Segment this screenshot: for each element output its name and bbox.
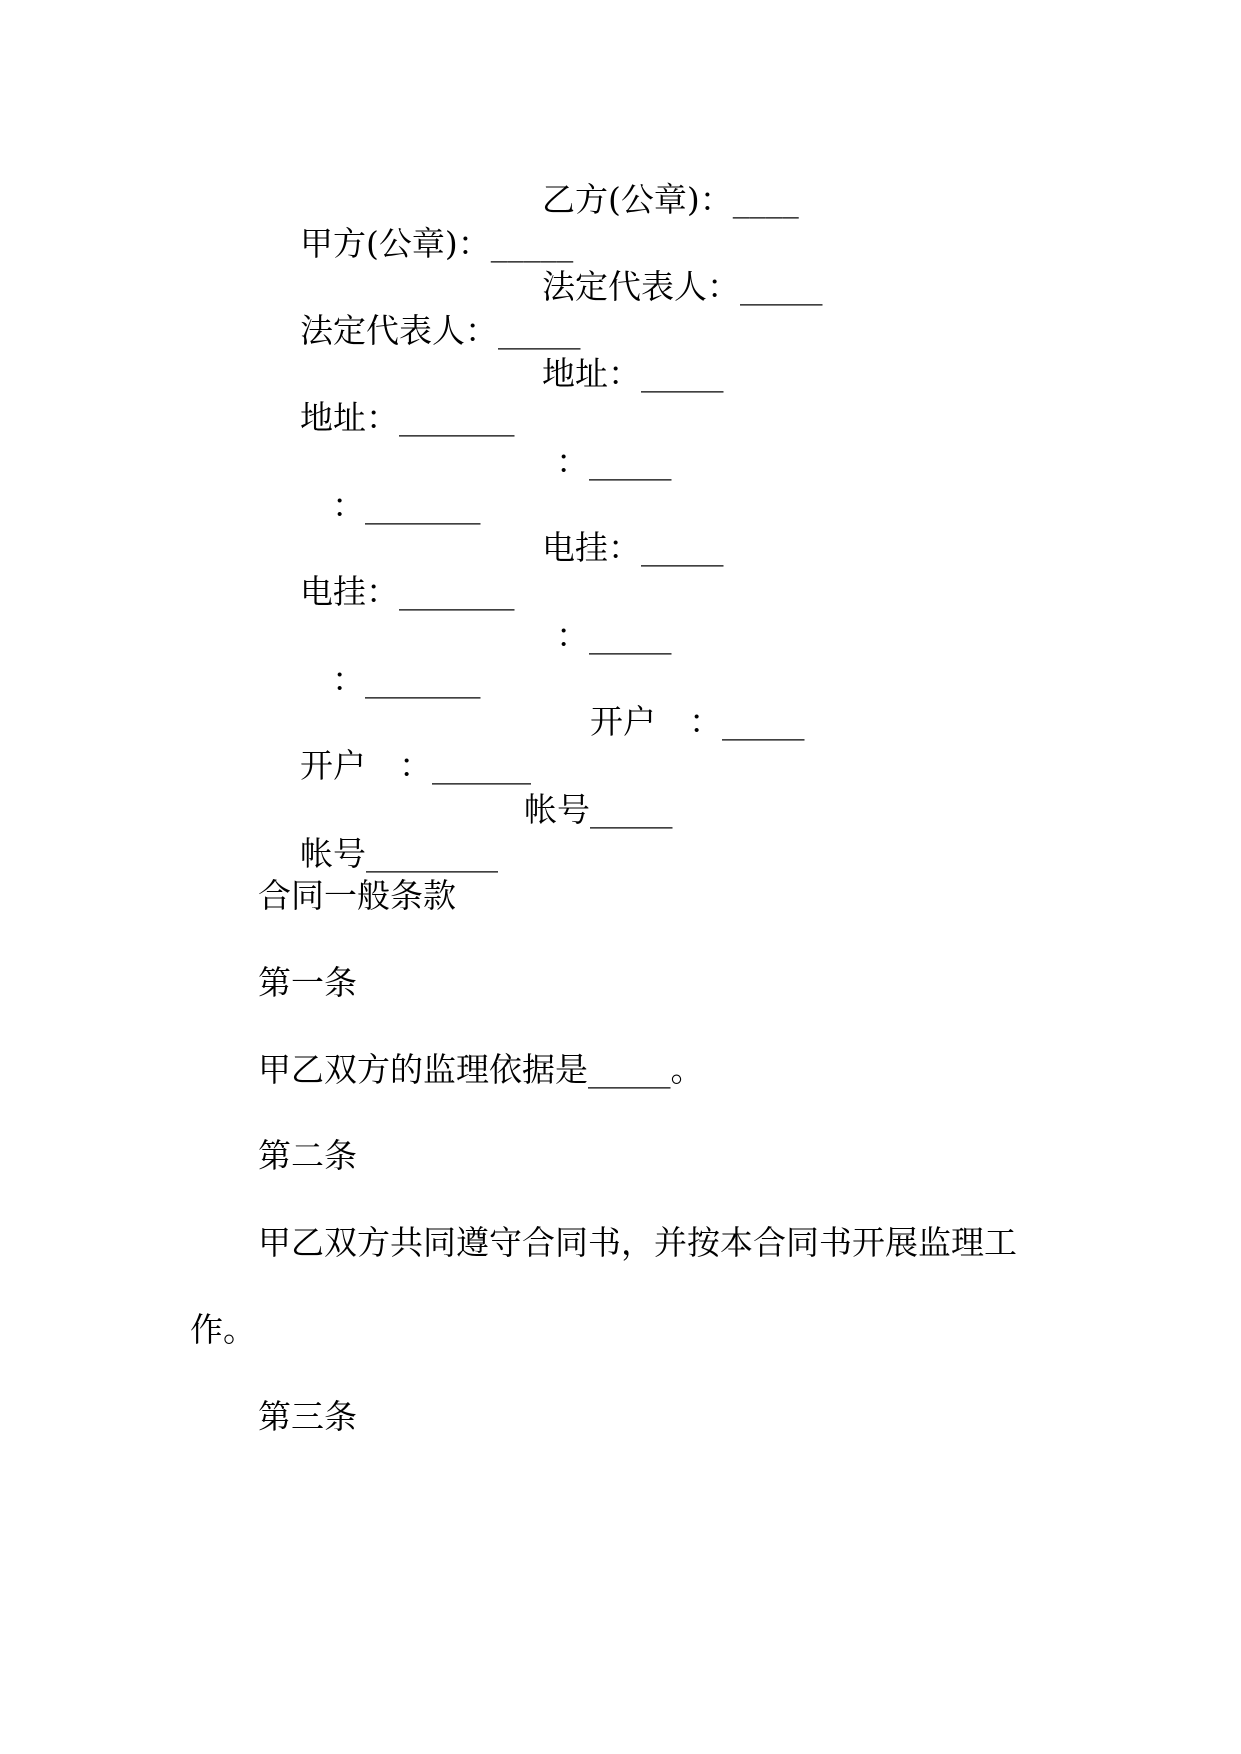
blank-row-1 bbox=[290, 440, 672, 525]
party-a-representative: 法定代表人：_____ bbox=[299, 311, 581, 350]
address-row bbox=[258, 352, 724, 437]
party-a-seal: 甲方(公章)：_____ bbox=[299, 224, 574, 263]
blank-row-2 bbox=[290, 614, 672, 699]
account-row bbox=[258, 788, 673, 873]
party-b-seal: 乙方(公章)：____ bbox=[542, 180, 799, 219]
party-b-address: 地址：_____ bbox=[542, 354, 724, 393]
article-3-title: 第三条 bbox=[258, 1397, 357, 1436]
party-a-blank-1: ：_______ bbox=[331, 486, 481, 525]
seal-row bbox=[258, 178, 799, 263]
party-a-blank-2: ：_______ bbox=[331, 660, 481, 699]
party-b-representative: 法定代表人：_____ bbox=[542, 267, 823, 306]
party-b-account: 帐号_____ bbox=[524, 790, 673, 829]
party-b-blank-2: ：_____ bbox=[556, 616, 672, 655]
party-a-phone: 电挂：_______ bbox=[299, 572, 515, 611]
party-a-address: 地址：_______ bbox=[299, 398, 515, 437]
party-b-bank: 开户 ：_____ bbox=[590, 702, 805, 741]
party-b-blank-1: ：_____ bbox=[556, 442, 672, 481]
article-1-title: 第一条 bbox=[258, 963, 357, 1002]
bank-row bbox=[258, 700, 805, 785]
phone-row bbox=[258, 526, 724, 611]
representative-row bbox=[258, 265, 823, 350]
article-2-text-line-1: 甲乙双方共同遵守合同书，并按本合同书开展监理工 bbox=[258, 1223, 1017, 1262]
article-2-text-line-2: 作。 bbox=[190, 1310, 256, 1349]
article-1-text: 甲乙双方的监理依据是_____。 bbox=[258, 1050, 704, 1089]
party-a-bank: 开户 ：______ bbox=[299, 746, 531, 785]
terms-heading: 合同一般条款 bbox=[258, 876, 456, 915]
party-a-account: 帐号________ bbox=[299, 834, 498, 873]
article-2-title: 第二条 bbox=[258, 1136, 357, 1175]
party-b-phone: 电挂：_____ bbox=[542, 528, 724, 567]
